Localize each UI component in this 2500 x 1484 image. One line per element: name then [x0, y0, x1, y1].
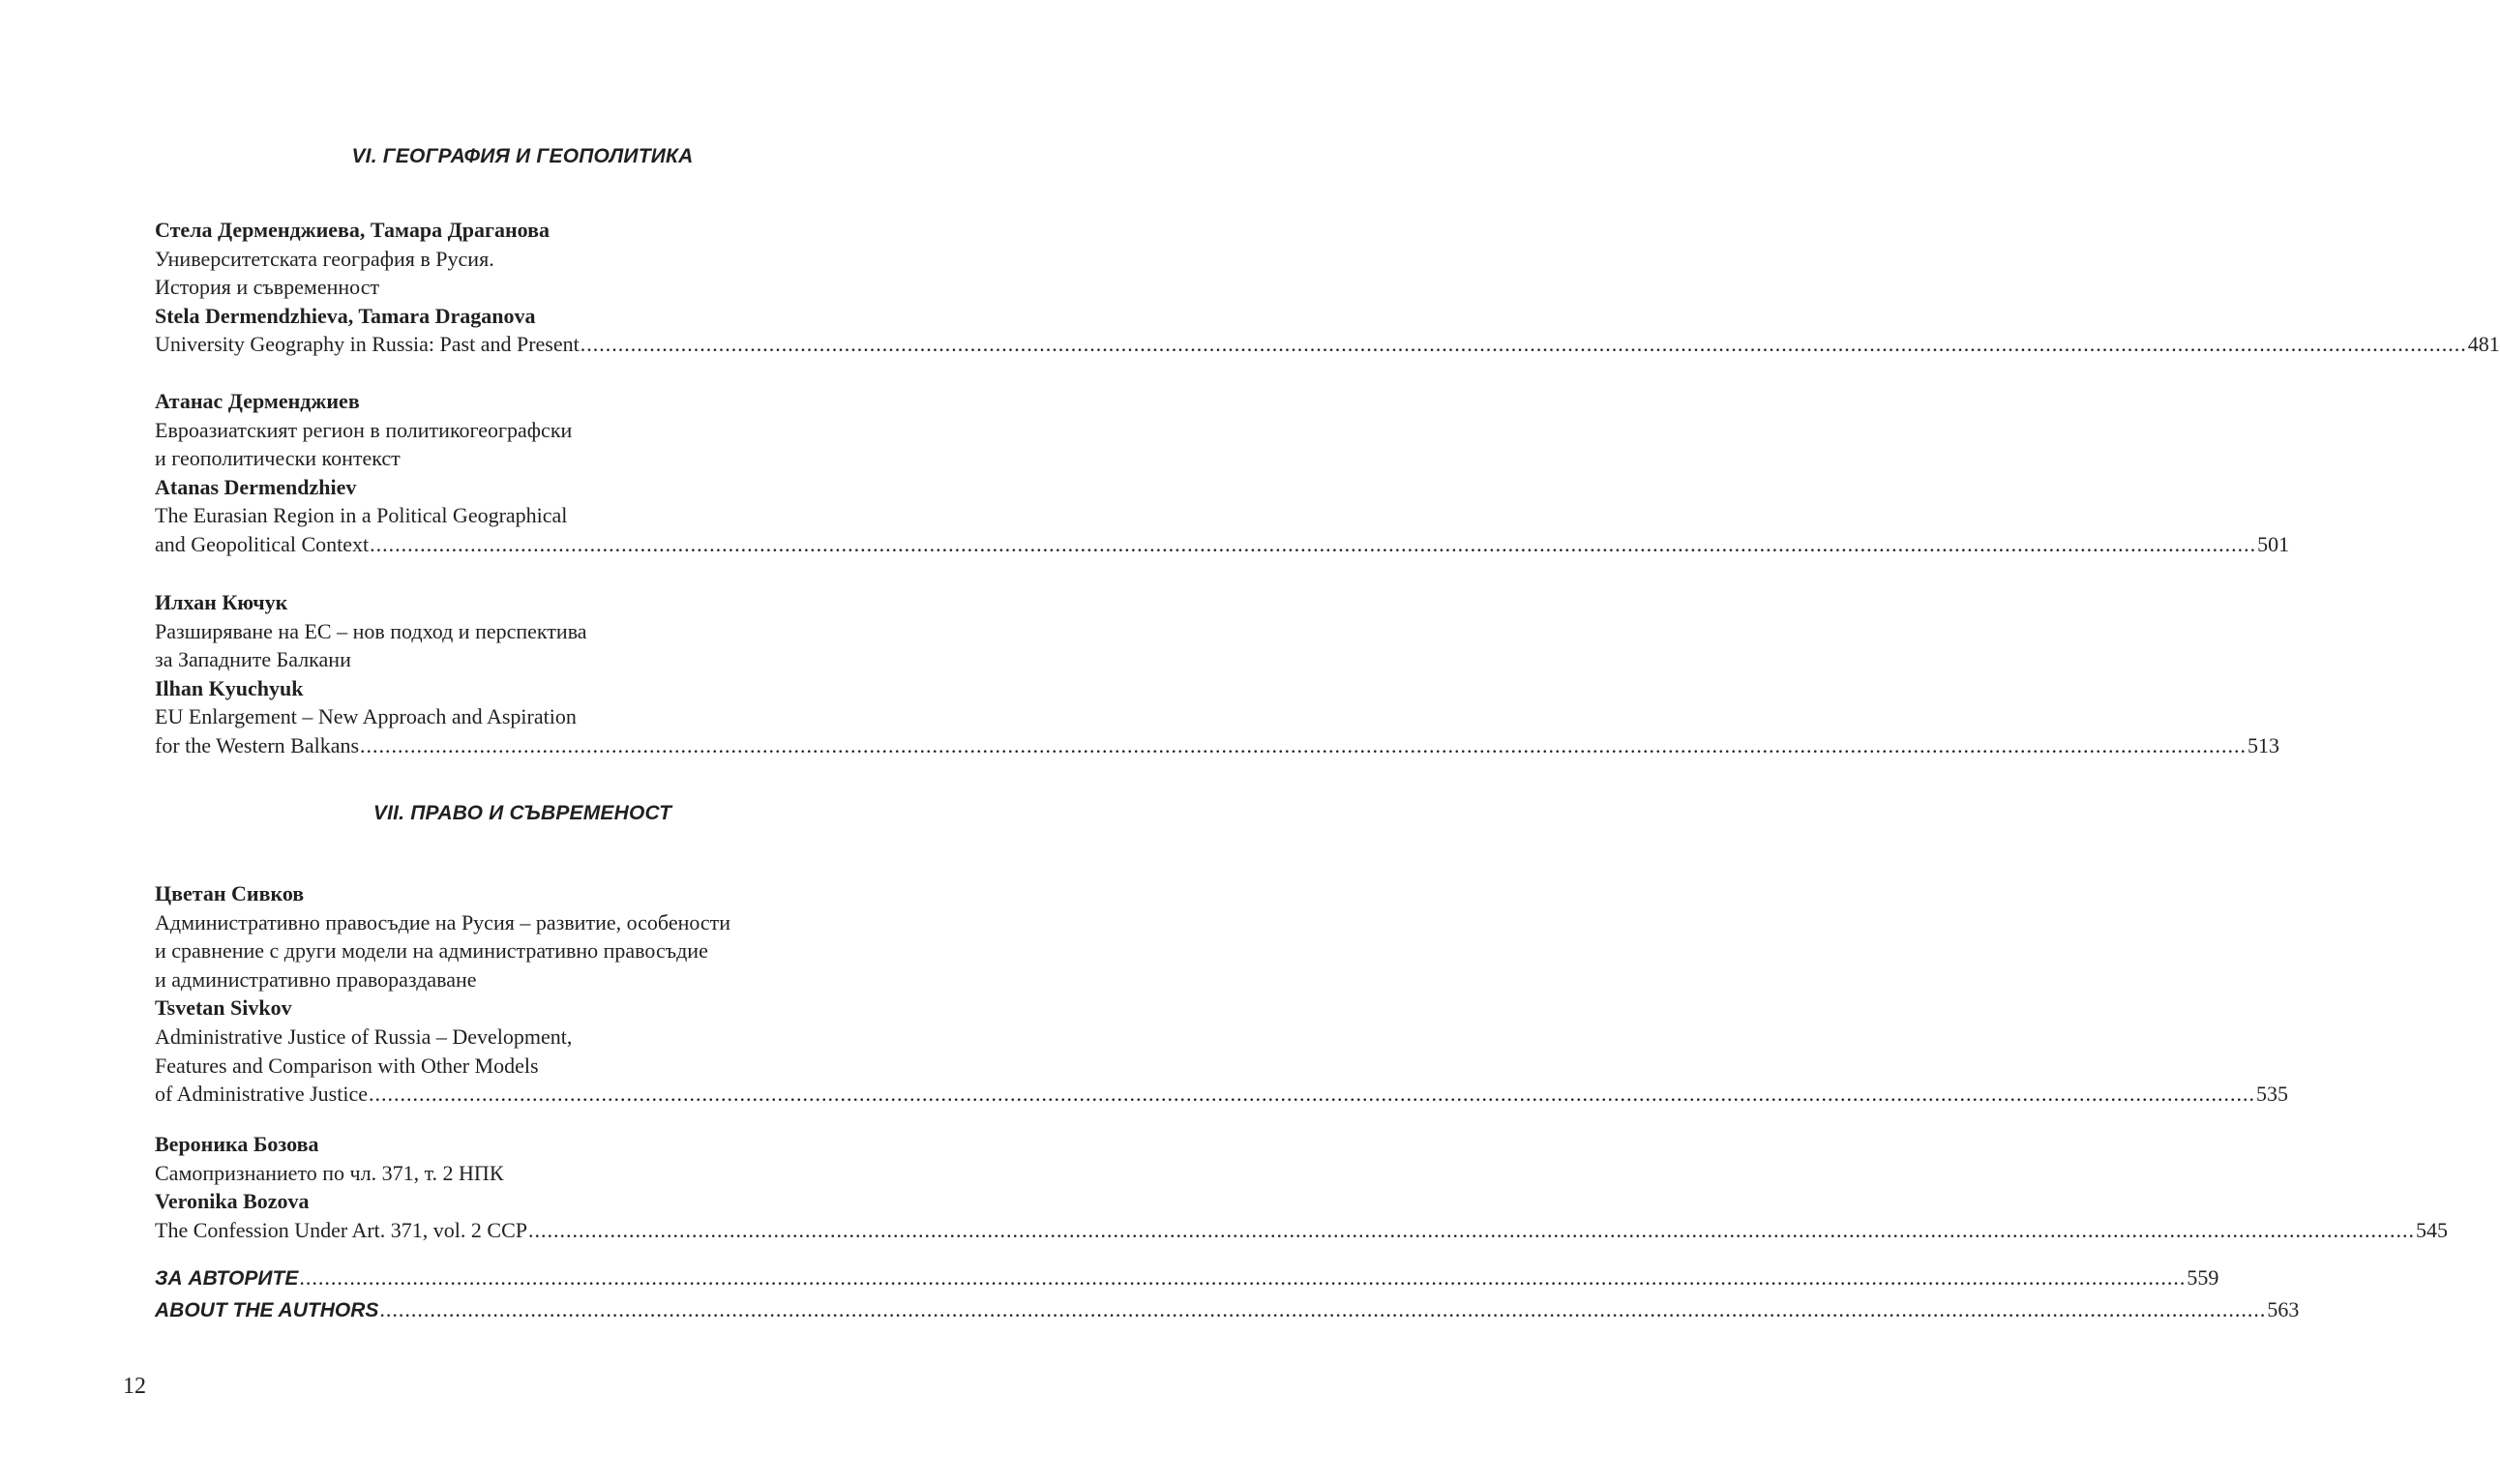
toc-leader-line	[155, 330, 2500, 359]
about-authors-en: ABOUT THE AUTHORS	[155, 1298, 379, 1321]
page-ref: 559	[2187, 1265, 2219, 1290]
section-title-geography: VI. ГЕОГРАФИЯ И ГЕОПОЛИТИКА	[351, 145, 694, 167]
page-ref: 563	[2267, 1296, 2300, 1321]
about-authors-bg: ЗА АВТОРИТЕ	[155, 1267, 299, 1290]
title-en-line: The Eurasian Region in a Political Geographical	[155, 503, 568, 528]
title-bg-line: и сравнение с други модели на административно правосъдие	[155, 938, 708, 964]
title-bg-line: Университетската география в Русия.	[155, 246, 494, 271]
toc-leader-line	[155, 1080, 2288, 1109]
title-bg-line: Самопризнанието по чл. 371, т. 2 НПК	[155, 1160, 504, 1185]
toc-leader-line	[155, 1216, 2448, 1245]
toc-entry-dermendzhiev	[155, 387, 2290, 559]
author-en: Atanas Dermendzhiev	[155, 474, 357, 499]
page-ref: 513	[2247, 732, 2280, 757]
page-number: 12	[123, 1374, 146, 1399]
toc-leader-line	[155, 731, 2280, 760]
toc-back-matter	[155, 1263, 2300, 1323]
page-ref: 535	[2255, 1082, 2288, 1107]
title-bg-line: Разширяване на ЕС – нов подход и перспектива	[155, 618, 587, 643]
author-en: Tsvetan Sivkov	[155, 995, 292, 1021]
title-en-line: EU Enlargement – New Approach and Aspiration	[155, 704, 577, 729]
toc-entry-dermendzhieva-draganova	[155, 216, 2500, 359]
author-en: Stela Dermendzhieva, Tamara Draganova	[155, 303, 536, 328]
dot-leader: ............................................................................................................................................................................................................................................................................................................	[379, 1296, 2267, 1321]
title-bg-line: История и съвременност	[155, 275, 380, 300]
dot-leader: ............................................................................................................................................................................................................................................................................................................	[580, 332, 2467, 357]
dot-leader: ............................................................................................................................................................................................................................................................................................................	[528, 1217, 2415, 1242]
toc-leader-line	[155, 530, 2290, 559]
author-bg: Вероника Бозова	[155, 1132, 319, 1156]
page-ref: 501	[2257, 531, 2290, 556]
title-bg-line: за Западните Балкани	[155, 647, 351, 672]
title-en-line: of Administrative Justice	[155, 1082, 368, 1107]
toc-leader-line	[155, 1263, 2219, 1292]
section-title-law: VII. ПРАВО И СЪВРЕМЕНОСТ	[372, 802, 672, 824]
toc-entry-sivkov	[155, 879, 2288, 1109]
author-bg: Стела Дерменджиева, Тамара Драганова	[155, 218, 550, 242]
page-ref: 545	[2416, 1217, 2448, 1242]
title-bg-line: Административно правосъдие на Русия – развитие, особености	[155, 909, 731, 935]
dot-leader: ............................................................................................................................................................................................................................................................................................................	[299, 1265, 2187, 1290]
title-en-line: Administrative Justice of Russia – Development,	[155, 1024, 573, 1049]
toc-leader-line	[155, 1295, 2300, 1324]
toc-entry-kyuchyuk	[155, 588, 2280, 760]
author-en: Ilhan Kyuchyuk	[155, 675, 304, 700]
author-bg: Атанас Дерменджиев	[155, 389, 360, 413]
title-en-line: The Confession Under Art. 371, vol. 2 CCP	[155, 1217, 527, 1242]
author-bg: Цветан Сивков	[155, 881, 305, 905]
title-en-line: and Geopolitical Context	[155, 531, 370, 556]
title-bg-line: и административно правораздаване	[155, 966, 477, 992]
dot-leader: ............................................................................................................................................................................................................................................................................................................	[368, 1082, 2255, 1107]
author-bg: Илхан Кючук	[155, 590, 288, 614]
page-ref: 481	[2467, 332, 2500, 357]
title-bg-line: и геополитически контекст	[155, 446, 401, 471]
title-en-line: for the Western Balkans	[155, 732, 360, 757]
dot-leader: ............................................................................................................................................................................................................................................................................................................	[360, 732, 2247, 757]
title-en-line: University Geography in Russia: Past and Present	[155, 332, 580, 357]
title-en-line: Features and Comparison with Other Models	[155, 1053, 539, 1078]
author-en: Veronika Bozova	[155, 1189, 310, 1214]
dot-leader: ............................................................................................................................................................................................................................................................................................................	[370, 531, 2257, 556]
toc-entry-bozova	[155, 1130, 2448, 1244]
title-bg-line: Евроазиатският регион в политикогеографски	[155, 417, 573, 442]
